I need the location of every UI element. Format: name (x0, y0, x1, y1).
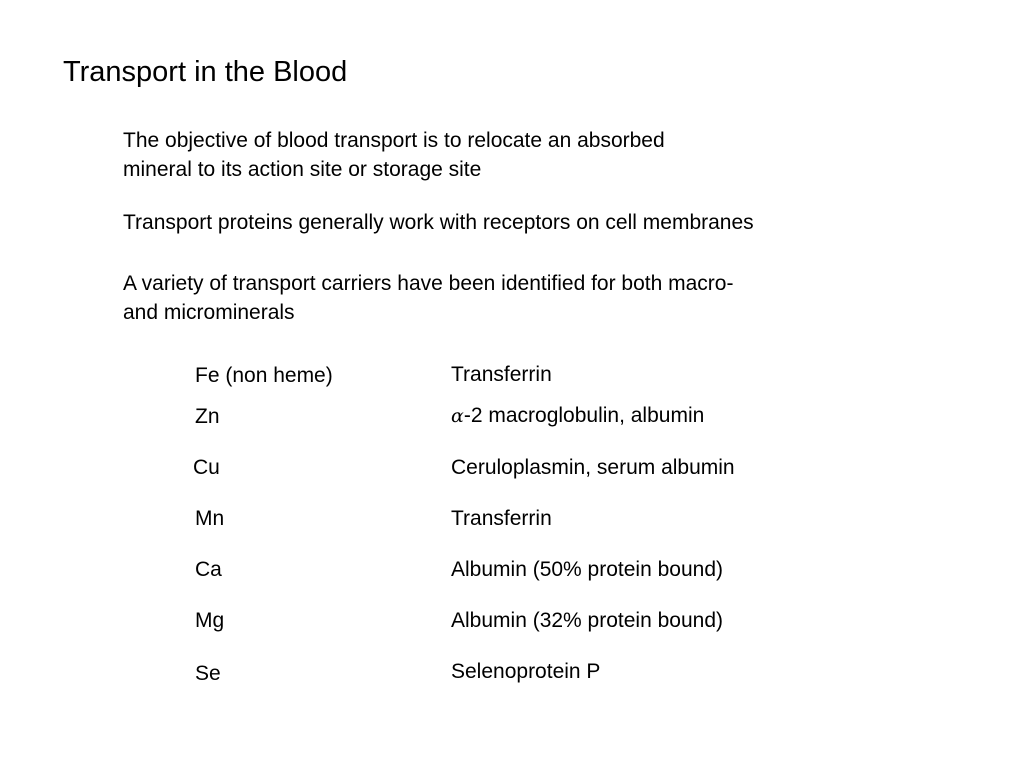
table-cell-mineral: Mn (195, 507, 225, 530)
carrier-text: -2 macroglobulin, albumin (463, 404, 705, 427)
table-cell-carrier (451, 403, 704, 429)
table-cell-carrier: Transferrin (451, 507, 552, 530)
paragraph-objective (123, 126, 665, 184)
table-cell-mineral: Cu (193, 456, 220, 479)
table-cell-mineral: Fe (non heme) (195, 364, 333, 387)
table-cell-mineral: Se (195, 662, 221, 685)
paragraph-transport-carriers (123, 269, 733, 327)
paragraph-line: The objective of blood transport is to relocate an absorbed (123, 129, 665, 152)
table-cell-mineral: Ca (195, 558, 222, 581)
table-cell-carrier: Selenoprotein P (451, 660, 601, 683)
table-cell-mineral: Zn (195, 405, 220, 428)
paragraph-line: mineral to its action site or storage site (123, 158, 482, 181)
alpha-symbol: α (451, 405, 464, 427)
paragraph-line: Transport proteins generally work with receptors on cell membranes (123, 211, 754, 234)
table-cell-carrier: Transferrin (451, 363, 552, 386)
paragraph-line: and microminerals (123, 301, 295, 324)
table-cell-mineral: Mg (195, 609, 225, 632)
paragraph-transport-proteins (123, 208, 754, 237)
table-cell-carrier: Albumin (32% protein bound) (451, 609, 723, 632)
slide-title: Transport in the Blood (63, 56, 348, 88)
table-cell-carrier: Ceruloplasmin, serum albumin (451, 456, 735, 479)
table-cell-carrier: Albumin (50% protein bound) (451, 558, 723, 581)
paragraph-line: A variety of transport carriers have been identified for both macro- (123, 272, 734, 295)
